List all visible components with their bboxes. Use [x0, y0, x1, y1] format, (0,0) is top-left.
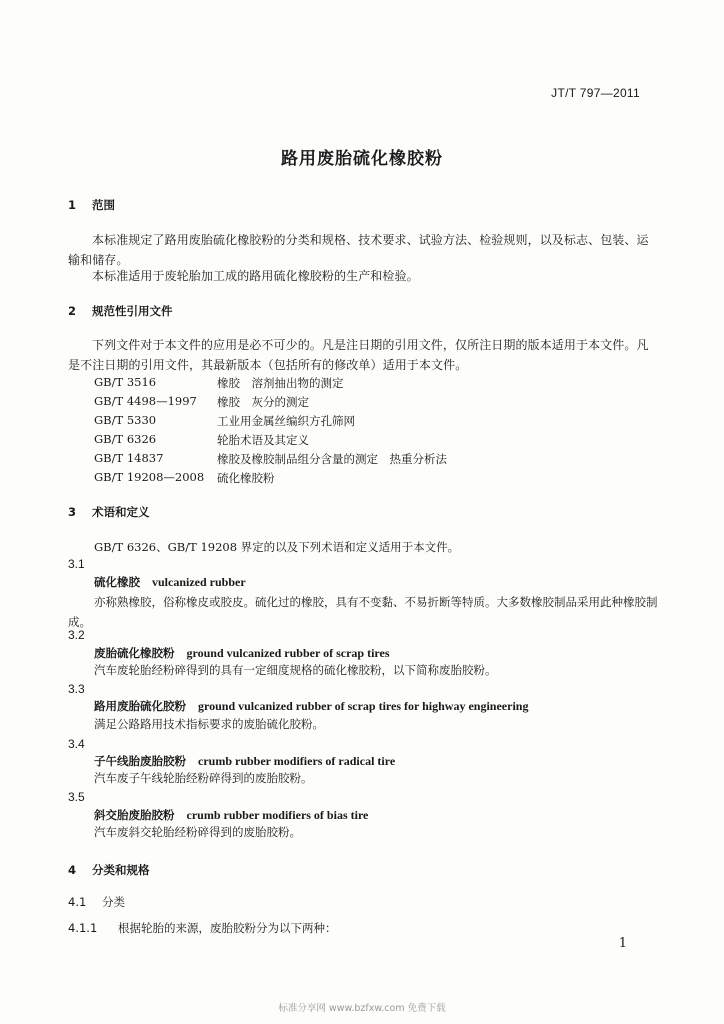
reference-title: 橡胶及橡胶制品组分含量的测定 热重分析法: [217, 452, 447, 466]
reference-code: GB/T 6326: [94, 432, 157, 446]
term-en: ground vulcanized rubber of scrap tires for highway engineering: [198, 699, 529, 713]
term-definition: 亦称熟橡胶，俗称橡皮或胶皮。硫化过的橡胶，具有不变黏、不易折断等特质。大多数橡胶制品采用此种橡胶制成。: [68, 595, 658, 629]
term-definition: 汽车废斜交轮胎经粉碎得到的废胎胶粉。: [94, 825, 301, 839]
term-number: 3.4: [68, 737, 85, 751]
section-number: 1: [68, 198, 77, 212]
term-zh: 路用废胎硫化胶粉: [94, 699, 186, 713]
section-2-heading: [68, 303, 173, 319]
page-number: 1: [618, 936, 627, 951]
section-2-paragraph: 下列文件对于本文件的应用是必不可少的。凡是注日期的引用文件，仅所注日期的版本适用于本文件。凡是不注日期的引用文件，其最新版本（包括所有的修改单）适用于本文件。: [68, 338, 649, 372]
clause-number: 4.1.1: [68, 921, 98, 935]
term-en: crumb rubber modifiers of radical tire: [198, 754, 396, 768]
section-title: 术语和定义: [92, 505, 150, 519]
reference-title: 硫化橡胶粉: [217, 471, 275, 485]
subsection-4-1-heading: [68, 894, 125, 910]
term-zh: 子午线胎废胎胶粉: [94, 754, 186, 768]
reference-code: GB/T 19208—2008: [94, 470, 205, 484]
term-number: 3.1: [68, 557, 85, 571]
reference-title: 轮胎术语及其定义: [217, 433, 309, 447]
reference-title: 橡胶 灰分的测定: [217, 395, 309, 409]
section-title: 分类和规格: [92, 863, 150, 877]
term-heading: [94, 807, 368, 823]
reference-title: 工业用金属丝编织方孔筛网: [217, 414, 355, 428]
document-title: 路用废胎硫化橡胶粉: [281, 149, 443, 169]
section-1-heading: [68, 197, 115, 213]
term-en: vulcanized rubber: [152, 575, 246, 589]
section-1-paragraph-1: 本标准规定了路用废胎硫化橡胶粉的分类和规格、技术要求、试验方法、检验规则，以及标志、包装、运输和储存。: [68, 233, 649, 267]
reference-code: GB/T 14837: [94, 451, 164, 465]
term-heading: [94, 753, 395, 769]
term-definition: 汽车废子午线轮胎经粉碎得到的废胎胶粉。: [94, 771, 313, 785]
standard-number: JT/T 797—2011: [551, 86, 640, 100]
clause-4-1-1: [68, 920, 337, 936]
term-number: 3.5: [68, 790, 85, 804]
reference-code: GB/T 3516: [94, 375, 157, 389]
section-number: 3: [68, 505, 77, 519]
term-heading: [94, 574, 246, 590]
subsection-title: 分类: [102, 895, 125, 909]
term-en: ground vulcanized rubber of scrap tires: [186, 646, 390, 660]
reference-code: GB/T 4498—1997: [94, 394, 197, 408]
term-definition: 满足公路路用技术指标要求的废胎硫化胶粉。: [94, 717, 324, 731]
term-number: 3.3: [68, 682, 85, 696]
term-zh: 斜交胎废胎胶粉: [94, 808, 175, 822]
section-number: 2: [68, 304, 77, 318]
reference-code: GB/T 5330: [94, 413, 157, 427]
section-3-heading: [68, 504, 150, 520]
section-3-intro: GB/T 6326、GB/T 19208 界定的以及下列术语和定义适用于本文件。: [94, 540, 460, 554]
term-number: 3.2: [68, 628, 85, 642]
footer-watermark: 标准分享网 www.bzfxw.com 免费下载: [278, 1003, 446, 1014]
term-zh: 硫化橡胶: [94, 575, 140, 589]
term-zh: 废胎硫化橡胶粉: [94, 646, 175, 660]
reference-title: 橡胶 溶剂抽出物的测定: [217, 376, 344, 390]
term-heading: [94, 698, 528, 714]
term-en: crumb rubber modifiers of bias tire: [186, 808, 369, 822]
section-1-paragraph-2: 本标准适用于废轮胎加工成的路用硫化橡胶粉的生产和检验。: [92, 269, 419, 283]
term-definition: 汽车废轮胎经粉碎得到的具有一定细度规格的硫化橡胶粉，以下简称废胎胶粉。: [94, 663, 497, 677]
subsection-number: 4.1: [68, 895, 87, 909]
section-number: 4: [68, 863, 77, 877]
term-heading: [94, 645, 390, 661]
section-4-heading: [68, 862, 150, 878]
section-title: 范围: [92, 198, 115, 212]
section-title: 规范性引用文件: [92, 304, 173, 318]
clause-text: 根据轮胎的来源，废胎胶粉分为以下两种：: [118, 921, 337, 935]
